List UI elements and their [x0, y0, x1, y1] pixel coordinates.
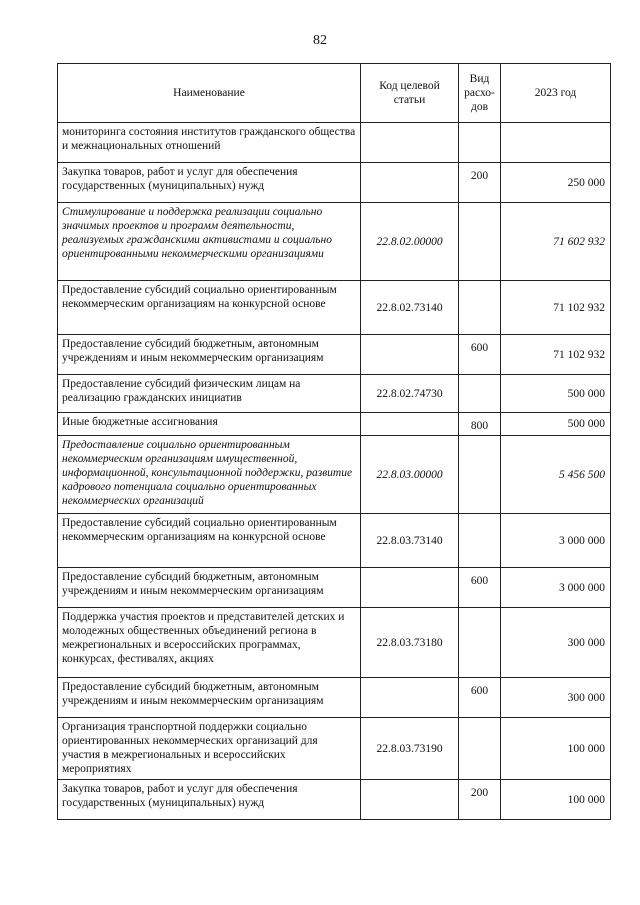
table-row: [58, 413, 611, 436]
row-code-cell: 22.8.02.00000: [361, 203, 459, 281]
page-number: 82: [313, 33, 327, 48]
table-row: [58, 375, 611, 413]
row-vid-cell: [459, 203, 501, 281]
row-sum-cell: 71 602 932: [501, 203, 611, 281]
row-sum-cell: 5 456 500: [501, 436, 611, 514]
table-row: [58, 678, 611, 718]
row-name-cell: Иные бюджетные ассигнования: [58, 413, 361, 436]
row-sum-cell: 100 000: [501, 780, 611, 820]
row-sum-cell: 3 000 000: [501, 514, 611, 568]
budget-table: [57, 63, 611, 820]
row-vid-cell: 600: [459, 568, 501, 608]
row-name-cell: Предоставление субсидий бюджетным, автономным учреждениям и иным некоммерческим организациям: [58, 678, 361, 718]
row-code-cell: 22.8.03.73140: [361, 514, 459, 568]
row-sum-cell: 250 000: [501, 163, 611, 203]
row-code-cell: 22.8.02.73140: [361, 281, 459, 335]
table-row: [58, 514, 611, 568]
table-row: [58, 163, 611, 203]
table-row: [58, 281, 611, 335]
header-name: Наименование: [58, 64, 361, 123]
row-vid-cell: [459, 436, 501, 514]
row-sum-cell: 100 000: [501, 718, 611, 780]
row-name-cell: Предоставление субсидий бюджетным, автономным учреждениям и иным некоммерческим организациям: [58, 335, 361, 375]
row-sum-cell: 300 000: [501, 678, 611, 718]
row-vid-cell: 200: [459, 163, 501, 203]
row-name-cell: Предоставление субсидий бюджетным, автономным учреждениям и иным некоммерческим организациям: [58, 568, 361, 608]
row-vid-cell: [459, 514, 501, 568]
row-code-cell: [361, 678, 459, 718]
header-vid: Вид расхо-дов: [459, 64, 501, 123]
table-row: [58, 203, 611, 281]
header-year: 2023 год: [501, 64, 611, 123]
row-name-cell: Предоставление субсидий социально ориентированным некоммерческим организациям на конкурсной основе: [58, 514, 361, 568]
table-row: [58, 568, 611, 608]
row-vid-cell: 600: [459, 335, 501, 375]
row-vid-cell: 200: [459, 780, 501, 820]
row-name-cell: Организация транспортной поддержки социально ориентированных некоммерческих организаций для участия в межрегиональных и всероссийских мероприятиях: [58, 718, 361, 780]
row-name-cell: мониторинга состояния институтов гражданского общества и межнациональных отношений: [58, 123, 361, 163]
row-sum-cell: 300 000: [501, 608, 611, 678]
row-code-cell: 22.8.03.73190: [361, 718, 459, 780]
row-sum-cell: 3 000 000: [501, 568, 611, 608]
row-code-cell: [361, 568, 459, 608]
row-vid-cell: [459, 123, 501, 163]
row-code-cell: 22.8.03.00000: [361, 436, 459, 514]
row-sum-cell: 500 000: [501, 375, 611, 413]
row-vid-cell: [459, 608, 501, 678]
row-name-cell: Предоставление субсидий социально ориентированным некоммерческим организациям на конкурсной основе: [58, 281, 361, 335]
table-row: [58, 335, 611, 375]
row-code-cell: [361, 163, 459, 203]
row-name-cell: Стимулирование и поддержка реализации социально значимых проектов и программ деятельности, реализуемых гражданскими активистами и социально ориентированными некоммерческими организациями: [58, 203, 361, 281]
table-row: [58, 123, 611, 163]
row-code-cell: [361, 780, 459, 820]
row-sum-cell: [501, 123, 611, 163]
table-body: [58, 123, 611, 820]
row-vid-cell: [459, 718, 501, 780]
row-vid-cell: [459, 281, 501, 335]
row-sum-cell: 71 102 932: [501, 281, 611, 335]
table-row: [58, 436, 611, 514]
row-name-cell: Закупка товаров, работ и услуг для обеспечения государственных (муниципальных) нужд: [58, 163, 361, 203]
row-vid-cell: 600: [459, 678, 501, 718]
row-code-cell: 22.8.03.73180: [361, 608, 459, 678]
row-code-cell: [361, 123, 459, 163]
row-code-cell: [361, 335, 459, 375]
table-row: [58, 780, 611, 820]
row-name-cell: Закупка товаров, работ и услуг для обеспечения государственных (муниципальных) нужд: [58, 780, 361, 820]
row-name-cell: Поддержка участия проектов и представителей детских и молодежных общественных объединений региона в межрегиональных и всероссийских программах, конкурсах, фестивалях, акциях: [58, 608, 361, 678]
row-name-cell: Предоставление субсидий физическим лицам на реализацию гражданских инициатив: [58, 375, 361, 413]
row-code-cell: [361, 413, 459, 436]
header-code: Код целевой статьи: [361, 64, 459, 123]
table-header-row: [58, 64, 611, 123]
row-vid-cell: 800: [459, 413, 501, 436]
table-row: [58, 608, 611, 678]
row-code-cell: 22.8.02.74730: [361, 375, 459, 413]
row-sum-cell: 71 102 932: [501, 335, 611, 375]
table-row: [58, 718, 611, 780]
row-vid-cell: [459, 375, 501, 413]
row-sum-cell: 500 000: [501, 413, 611, 436]
row-name-cell: Предоставление социально ориентированным некоммерческим организациям имущественной, информационной, консультационной поддержки, развитие кадрового потенциала социально ориентированных некоммерческих организаций: [58, 436, 361, 514]
